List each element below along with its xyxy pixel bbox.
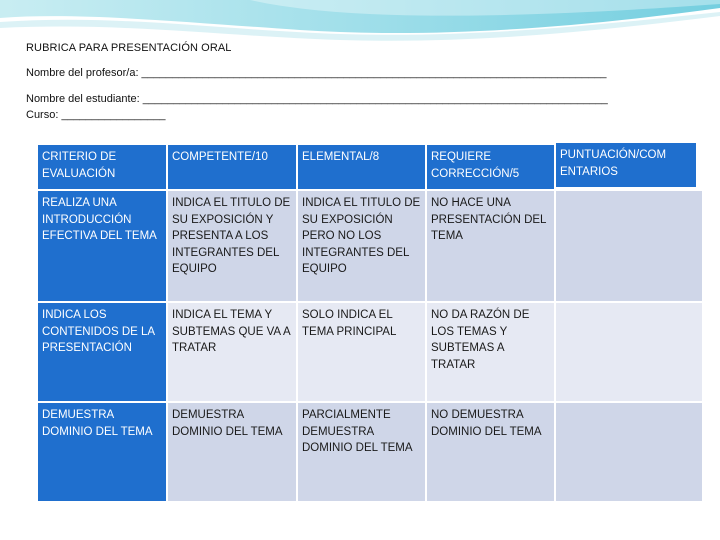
column-header-correction: REQUIERE CORRECCIÓN/5 — [426, 144, 555, 190]
student-name-line: Nombre del estudiante: ____________________________________________________________________________ — [26, 93, 608, 105]
competent-cell: INDICA EL TITULO DE SU EXPOSICIÓN Y PRESENTA A LOS INTEGRANTES DEL EQUIPO — [167, 190, 297, 302]
score-cell[interactable] — [555, 402, 703, 502]
correction-cell: NO HACE UNA PRESENTACIÓN DEL TEMA — [426, 190, 555, 302]
correction-cell: NO DA RAZÓN DE LOS TEMAS Y SUBTEMAS A TRATAR — [426, 302, 555, 402]
rubric-table — [36, 143, 704, 503]
competent-cell: INDICA EL TEMA Y SUBTEMAS QUE VA A TRATAR — [167, 302, 297, 402]
competent-cell: DEMUESTRA DOMINIO DEL TEMA — [167, 402, 297, 502]
score-cell[interactable] — [555, 190, 703, 302]
column-header-score: PUNTUACIÓN/COM ENTARIOS — [556, 143, 696, 187]
correction-cell: NO DEMUESTRA DOMINIO DEL TEMA — [426, 402, 555, 502]
table-row — [37, 402, 703, 502]
column-header-criterion: CRITERIO DE EVALUACIÓN — [37, 144, 167, 190]
criterion-cell: DEMUESTRA DOMINIO DEL TEMA — [37, 402, 167, 502]
column-header-competent: COMPETENTE/10 — [167, 144, 297, 190]
table-row — [37, 190, 703, 302]
table-row — [37, 302, 703, 402]
course-line: Curso: _________________ — [26, 109, 166, 121]
page-title: RUBRICA PARA PRESENTACIÓN ORAL — [26, 42, 232, 54]
teacher-name-line: Nombre del profesor/a: ____________________________________________________________________________ — [26, 67, 607, 79]
elemental-cell: INDICA EL TITULO DE SU EXPOSICIÓN PERO NO LOS INTEGRANTES DEL EQUIPO — [297, 190, 426, 302]
elemental-cell: PARCIALMENTE DEMUESTRA DOMINIO DEL TEMA — [297, 402, 426, 502]
criterion-cell: INDICA LOS CONTENIDOS DE LA PRESENTACIÓN — [37, 302, 167, 402]
column-header-elemental: ELEMENTAL/8 — [297, 144, 426, 190]
criterion-cell: REALIZA UNA INTRODUCCIÓN EFECTIVA DEL TEMA — [37, 190, 167, 302]
score-cell[interactable] — [555, 302, 703, 402]
elemental-cell: SOLO INDICA EL TEMA PRINCIPAL — [297, 302, 426, 402]
